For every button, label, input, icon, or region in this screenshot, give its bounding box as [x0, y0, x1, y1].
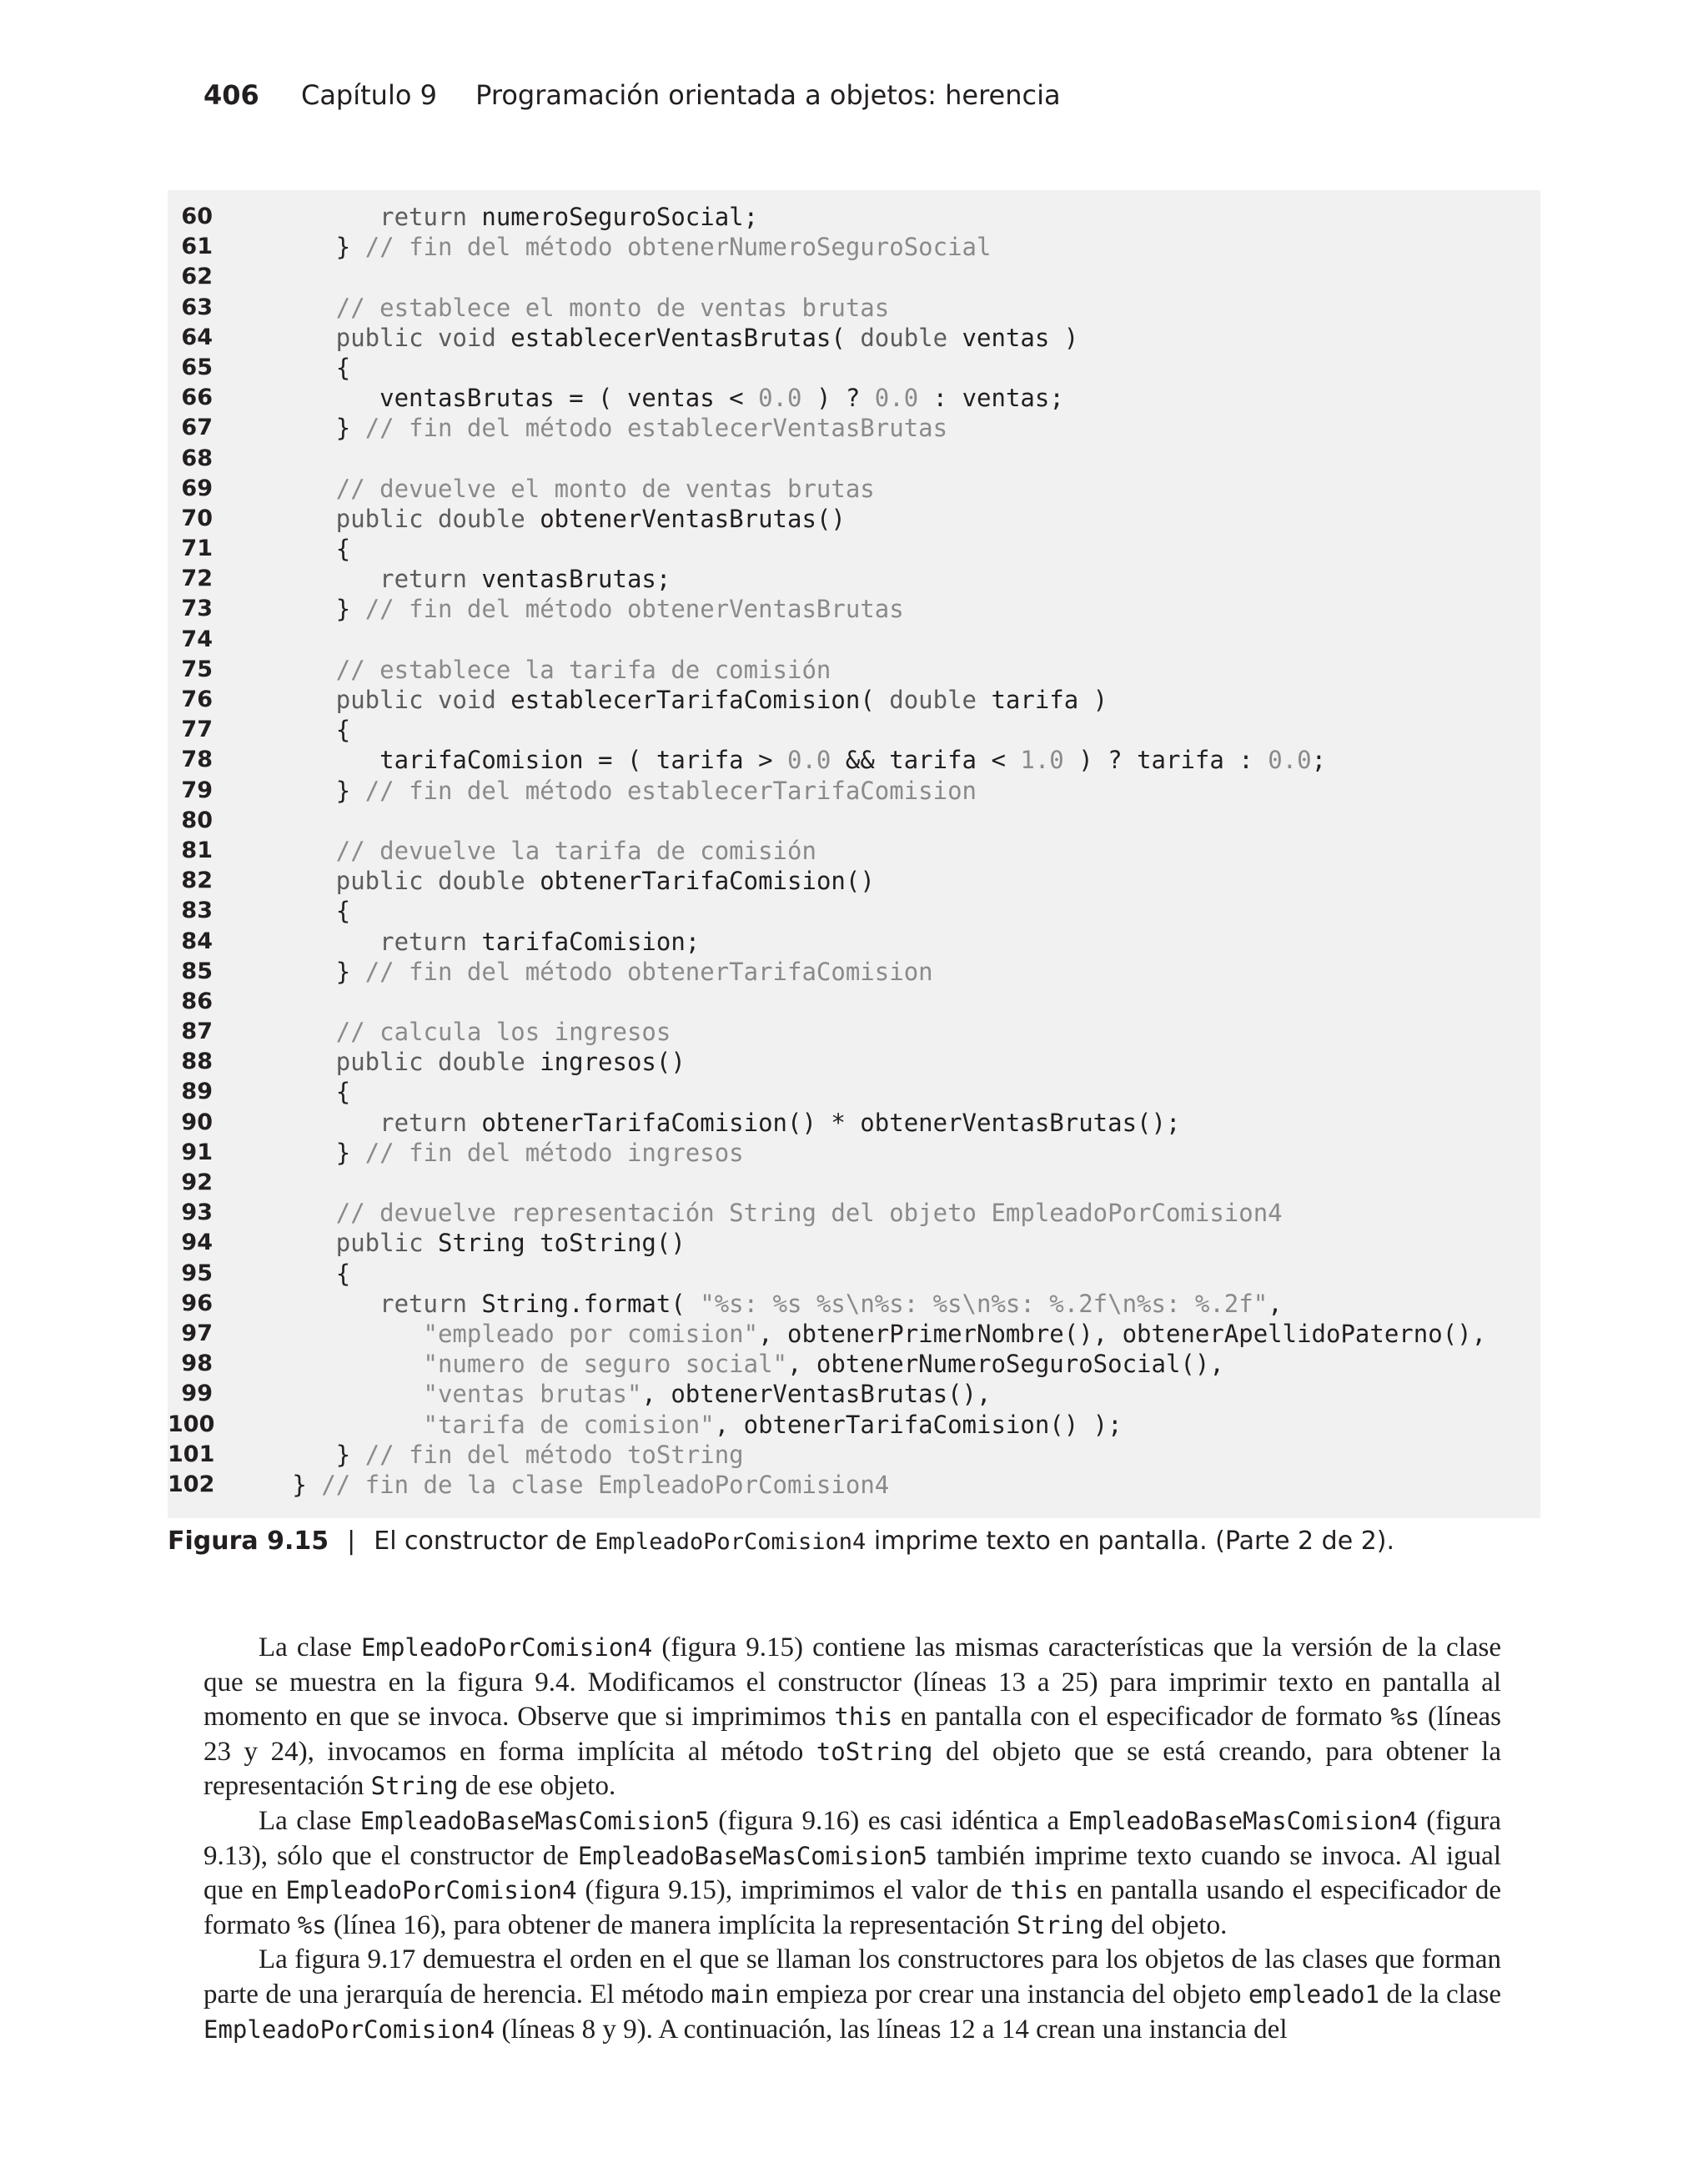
paragraph-text: en pantalla usando el especificador de formato: [203, 1875, 1502, 1940]
code-line: [168, 957, 1540, 987]
line-number: 76: [181, 687, 213, 712]
code-token: }: [249, 1138, 365, 1167]
code-line: [168, 474, 1540, 504]
code-text: [249, 927, 700, 957]
code-comment: // calcula los ingresos: [335, 1018, 671, 1047]
line-number: 67: [181, 415, 213, 441]
caption-code: EmpleadoPorComision4: [595, 1529, 867, 1555]
line-number: 81: [181, 837, 213, 863]
code-line: [168, 1198, 1540, 1228]
code-line: [168, 1077, 1540, 1107]
code-line: [168, 685, 1540, 715]
chapter-label: Capítulo 9: [300, 79, 437, 111]
code-text: [249, 655, 831, 685]
paragraph-text: de la clase: [1379, 1979, 1501, 2009]
code-comment: // establece la tarifa de comisión: [335, 655, 831, 684]
code-text: [249, 474, 875, 504]
code-literal: 1.0: [1020, 746, 1064, 775]
code-line: [168, 1047, 1540, 1077]
inline-code: String: [370, 1772, 459, 1801]
body-paragraph: [203, 1804, 1501, 1943]
paragraph-text: (figura 9.16) es casi idéntica a: [709, 1805, 1068, 1836]
code-line: [168, 1379, 1540, 1409]
line-number: 74: [181, 626, 213, 652]
line-number: 66: [181, 385, 213, 411]
code-token: ;: [1311, 746, 1327, 775]
code-line: [168, 1108, 1540, 1138]
line-number: 69: [181, 475, 213, 501]
code-token: , obtenerNumeroSeguroSocial(),: [787, 1350, 1224, 1379]
code-token: [249, 1411, 424, 1439]
code-line: [168, 353, 1540, 383]
paragraph-text: también imprime texto cuando se invoca. Al igual que en: [203, 1840, 1501, 1906]
code-token: [249, 505, 336, 533]
line-number: 61: [181, 234, 213, 260]
code-token: [249, 294, 336, 322]
code-text: [249, 1319, 1486, 1349]
code-text: [249, 866, 875, 896]
code-token: ,: [1268, 1289, 1283, 1318]
code-token: [249, 1380, 424, 1408]
code-line: [168, 776, 1540, 806]
line-number: 93: [181, 1200, 213, 1226]
code-text: [249, 594, 904, 624]
code-token: ) ? tarifa :: [1063, 746, 1268, 775]
code-line: [168, 1017, 1540, 1047]
figure-caption: [168, 1527, 1394, 1556]
paragraph-text: (líneas 23 y 24), invocamos en forma implícita al método: [203, 1702, 1501, 1767]
line-number: 91: [181, 1139, 213, 1165]
code-text: [249, 836, 816, 866]
code-comment: // devuelve representación String del objeto EmpleadoPorComision4: [335, 1199, 1283, 1228]
paragraph-text: (figura 9.15), imprimimos el valor de: [576, 1875, 1011, 1906]
line-number: 94: [181, 1230, 213, 1256]
code-token: {: [249, 353, 351, 382]
code-keyword: double: [889, 686, 977, 714]
line-number: 68: [181, 445, 213, 471]
inline-code: main: [711, 1979, 770, 2009]
line-number: 64: [181, 324, 213, 350]
code-token: [249, 1109, 379, 1137]
code-token: obtenerVentasBrutas(): [525, 504, 846, 533]
code-token: [249, 928, 379, 956]
code-comment: // fin del método establecerTarifaComision: [364, 776, 977, 805]
line-number: 89: [181, 1079, 213, 1105]
code-line: [168, 1470, 1540, 1500]
paragraph-text: (figura 9.15) contiene las mismas características que la versión de la clase que se muestra en la figura 9.4. Modificamos el constructor (líneas 13 a 25) para imprimir texto en pantalla al momento en que se invoca. Observe que si imprimimos: [203, 1632, 1501, 1733]
code-literal: 0.0: [758, 384, 802, 413]
code-token: [249, 203, 379, 231]
code-token: tarifaComision = ( tarifa >: [249, 746, 788, 775]
code-line: [168, 655, 1540, 685]
code-text: [249, 745, 1326, 775]
code-text: [249, 293, 889, 323]
code-token: [249, 565, 379, 593]
code-comment: // fin de la clase EmpleadoPorComision4: [321, 1470, 890, 1499]
paragraph-text: empieza por crear una instancia del objeto: [769, 1979, 1248, 2009]
code-token: [249, 1350, 424, 1378]
code-line: [168, 806, 1540, 836]
code-lines: [168, 202, 1540, 1500]
code-text: [249, 1228, 686, 1258]
code-text: [249, 1289, 1283, 1319]
line-number: 97: [181, 1320, 213, 1346]
code-token: }: [249, 1440, 365, 1469]
code-line: [168, 202, 1540, 232]
code-token: obtenerTarifaComision() * obtenerVentasBrutas();: [466, 1108, 1181, 1137]
code-text: [249, 1410, 1123, 1440]
inline-code: toString: [816, 1737, 933, 1766]
code-token: [249, 1290, 379, 1318]
code-line: [168, 715, 1540, 745]
code-line: [168, 987, 1540, 1017]
code-token: }: [249, 414, 365, 443]
code-line: [168, 1168, 1540, 1198]
caption-text-after: imprime texto en pantalla. (Parte 2 de 2).: [866, 1527, 1395, 1556]
code-keyword: public: [335, 1229, 424, 1258]
inline-code: EmpleadoBaseMasComision4: [1068, 1806, 1418, 1835]
code-line: [168, 444, 1540, 474]
code-keyword: public double: [335, 1048, 525, 1077]
line-number: 98: [181, 1351, 213, 1377]
line-number: 79: [181, 777, 213, 803]
code-line: [168, 625, 1540, 655]
code-token: [249, 324, 336, 352]
page-number: 406: [203, 79, 259, 111]
line-number: 85: [181, 958, 213, 984]
code-line: [168, 534, 1540, 564]
code-token: numeroSeguroSocial;: [466, 203, 759, 231]
code-literal: "ventas brutas": [423, 1380, 642, 1409]
code-line: [168, 323, 1540, 353]
code-line: [168, 1440, 1540, 1470]
code-text: [249, 776, 977, 806]
paragraph-text: La clase: [259, 1632, 362, 1662]
code-text: [249, 383, 1064, 413]
code-comment: // devuelve el monto de ventas brutas: [335, 474, 875, 503]
code-text: [249, 353, 350, 383]
code-literal: "%s: %s %s\n%s: %s\n%s: %.2f\n%s: %.2f": [700, 1289, 1268, 1318]
paragraph-text: del objeto que se está creando, para obtener la representación: [203, 1736, 1501, 1802]
inline-code: EmpleadoBaseMasComision5: [577, 1841, 927, 1870]
code-line: [168, 1289, 1540, 1319]
paragraph-text: (líneas 8 y 9). A continuación, las líneas 12 a 14 crean una instancia del: [495, 2014, 1288, 2045]
line-number: 75: [181, 656, 213, 682]
line-number: 70: [181, 505, 213, 531]
code-text: [249, 232, 991, 262]
code-comment: // fin del método establecerVentasBrutas: [364, 414, 948, 443]
code-comment: // fin del método obtenerTarifaComision: [364, 957, 933, 986]
code-text: [249, 1077, 350, 1107]
line-number: 72: [181, 566, 213, 592]
code-keyword: public void: [335, 323, 496, 352]
line-number: 78: [181, 747, 213, 773]
code-comment: // fin del método ingresos: [364, 1138, 744, 1167]
code-text: [249, 1108, 1180, 1138]
line-number: 87: [181, 1019, 213, 1045]
code-comment: // establece el monto de ventas brutas: [335, 293, 890, 322]
code-token: }: [249, 233, 365, 262]
code-listing: [168, 190, 1540, 1518]
code-line: [168, 262, 1540, 292]
code-keyword: return: [379, 203, 467, 231]
inline-code: %s: [297, 1910, 327, 1939]
code-text: [249, 685, 1108, 715]
code-token: {: [249, 716, 351, 745]
paragraph-text: de ese objeto.: [458, 1771, 616, 1802]
inline-code: EmpleadoPorComision4: [285, 1876, 577, 1905]
code-keyword: double: [860, 323, 948, 352]
code-text: [249, 1440, 744, 1470]
code-token: [249, 1229, 336, 1257]
code-token: [249, 656, 336, 684]
line-number: 71: [181, 536, 213, 562]
code-token: ) ?: [801, 384, 875, 413]
code-token: }: [249, 776, 365, 805]
line-number: 96: [181, 1290, 213, 1316]
line-number: 82: [181, 868, 213, 894]
inline-code: EmpleadoPorComision4: [361, 1633, 653, 1662]
code-keyword: return: [379, 927, 467, 956]
line-number: 65: [181, 354, 213, 380]
paragraph-text: La clase: [259, 1805, 360, 1836]
line-number: 86: [181, 988, 213, 1014]
code-token: tarifa ): [977, 686, 1108, 714]
code-literal: "numero de seguro social": [423, 1350, 788, 1379]
code-keyword: return: [379, 1108, 467, 1137]
code-text: [249, 1379, 991, 1409]
code-token: }: [249, 957, 365, 986]
line-number: 101: [168, 1441, 215, 1467]
code-token: ingresos(): [525, 1048, 686, 1077]
line-number: 102: [168, 1471, 215, 1497]
code-line: [168, 232, 1540, 262]
code-token: : ventas;: [918, 384, 1064, 413]
line-number: 100: [168, 1411, 215, 1437]
code-text: [249, 1047, 686, 1077]
code-line: [168, 1410, 1540, 1440]
inline-code: %s: [1390, 1703, 1420, 1732]
code-token: [249, 475, 336, 503]
code-token: String toString(): [423, 1229, 686, 1258]
code-text: [249, 1349, 1224, 1379]
code-line: [168, 594, 1540, 624]
code-text: [249, 1138, 744, 1168]
code-token: ventasBrutas;: [466, 565, 671, 594]
paragraph-text: en pantalla con el especificador de formato: [892, 1702, 1391, 1733]
caption-separator: |: [347, 1527, 356, 1556]
code-text: [249, 534, 350, 564]
code-line: [168, 896, 1540, 926]
code-token: [249, 1018, 336, 1046]
line-number: 84: [181, 928, 213, 954]
code-token: [249, 1199, 336, 1227]
code-literal: 0.0: [1268, 746, 1312, 775]
line-number: 83: [181, 898, 213, 924]
code-token: && tarifa <: [831, 746, 1021, 775]
code-token: establecerVentasBrutas(: [495, 323, 861, 352]
code-text: [249, 1017, 671, 1047]
figure-label: Figura 9.15: [168, 1527, 329, 1556]
inline-code: EmpleadoBaseMasComision5: [359, 1806, 710, 1835]
code-literal: 0.0: [874, 384, 919, 413]
body-paragraph: [203, 1943, 1501, 2047]
code-token: {: [249, 1259, 351, 1288]
code-comment: // fin del método toString: [364, 1440, 744, 1469]
code-token: , obtenerPrimerNombre(), obtenerApellidoPaterno(),: [758, 1319, 1487, 1348]
code-literal: 0.0: [787, 746, 831, 775]
code-line: [168, 1228, 1540, 1258]
inline-code: String: [1017, 1910, 1104, 1939]
code-token: }: [249, 595, 365, 624]
line-number: 88: [181, 1049, 213, 1075]
code-token: ventasBrutas = ( ventas <: [249, 384, 759, 413]
code-line: [168, 927, 1540, 957]
code-literal: "tarifa de comision": [423, 1410, 715, 1439]
code-line: [168, 293, 1540, 323]
code-keyword: public double: [335, 504, 525, 533]
paragraph-text: (línea 16), para obtener de manera implícita la representación: [326, 1909, 1017, 1940]
code-line: [168, 1259, 1540, 1289]
code-literal: "empleado por comision": [423, 1319, 759, 1348]
code-text: [249, 323, 1078, 353]
code-line: [168, 413, 1540, 443]
paragraph-text: del objeto.: [1103, 1909, 1228, 1940]
line-number: 60: [181, 204, 213, 229]
code-text: [249, 202, 758, 232]
code-line: [168, 836, 1540, 866]
body-paragraph: [203, 1631, 1501, 1804]
code-token: [249, 1320, 424, 1348]
code-token: [249, 1048, 336, 1076]
code-line: [168, 1349, 1540, 1379]
code-text: [249, 564, 671, 594]
body-text: [203, 1631, 1501, 2047]
code-line: [168, 745, 1540, 775]
line-number: 63: [181, 294, 213, 320]
code-token: obtenerTarifaComision(): [525, 867, 875, 896]
code-token: ventas ): [947, 323, 1079, 352]
code-token: [249, 686, 336, 714]
code-token: {: [249, 535, 351, 564]
code-token: tarifaComision;: [466, 927, 701, 956]
code-line: [168, 504, 1540, 534]
code-line: [168, 383, 1540, 413]
code-text: [249, 957, 933, 987]
inline-code: this: [834, 1703, 893, 1732]
inline-code: EmpleadoPorComision4: [203, 2015, 495, 2044]
code-line: [168, 564, 1540, 594]
code-line: [168, 1319, 1540, 1349]
code-keyword: return: [379, 565, 467, 594]
code-keyword: return: [379, 1289, 467, 1318]
code-token: {: [249, 897, 351, 926]
code-token: {: [249, 1078, 351, 1107]
line-number: 99: [181, 1381, 213, 1407]
code-text: [249, 715, 350, 745]
code-token: establecerTarifaComision(: [495, 686, 890, 714]
line-number: 77: [181, 717, 213, 743]
code-text: [249, 1259, 350, 1289]
paragraph-text: (figura 9.13), sólo que el constructor de: [203, 1805, 1501, 1871]
code-token: , obtenerTarifaComision() );: [714, 1410, 1123, 1439]
paragraph-text: La figura 9.17 demuestra el orden en el que se llaman los constructores para los objetos de las clases que forman parte de una jerarquía de herencia. El método: [203, 1944, 1501, 2009]
line-number: 80: [181, 807, 213, 833]
inline-code: empleado1: [1248, 1979, 1379, 2009]
code-comment: // fin del método obtenerVentasBrutas: [364, 595, 904, 624]
page-header: [203, 79, 1061, 111]
code-token: [249, 867, 336, 895]
line-number: 73: [181, 596, 213, 622]
code-keyword: public void: [335, 686, 496, 714]
code-token: }: [249, 1470, 322, 1499]
code-line: [168, 866, 1540, 896]
caption-text-before: El constructor de: [374, 1527, 595, 1556]
code-comment: // devuelve la tarifa de comisión: [335, 836, 816, 865]
line-number: 90: [181, 1109, 213, 1135]
code-comment: // fin del método obtenerNumeroSeguroSocial: [364, 233, 992, 262]
line-number: 62: [181, 264, 213, 290]
chapter-title: Programación orientada a objetos: herencia: [475, 79, 1061, 111]
line-number: 95: [181, 1260, 213, 1286]
code-token: [249, 837, 336, 865]
code-text: [249, 896, 350, 926]
code-token: , obtenerVentasBrutas(),: [641, 1380, 992, 1409]
code-line: [168, 1138, 1540, 1168]
code-keyword: public double: [335, 867, 525, 896]
line-number: 92: [181, 1169, 213, 1195]
inline-code: this: [1010, 1876, 1069, 1905]
code-text: [249, 1470, 889, 1500]
code-text: [249, 413, 947, 443]
code-text: [249, 1198, 1283, 1228]
code-text: [249, 504, 846, 534]
code-token: String.format(: [466, 1289, 701, 1318]
